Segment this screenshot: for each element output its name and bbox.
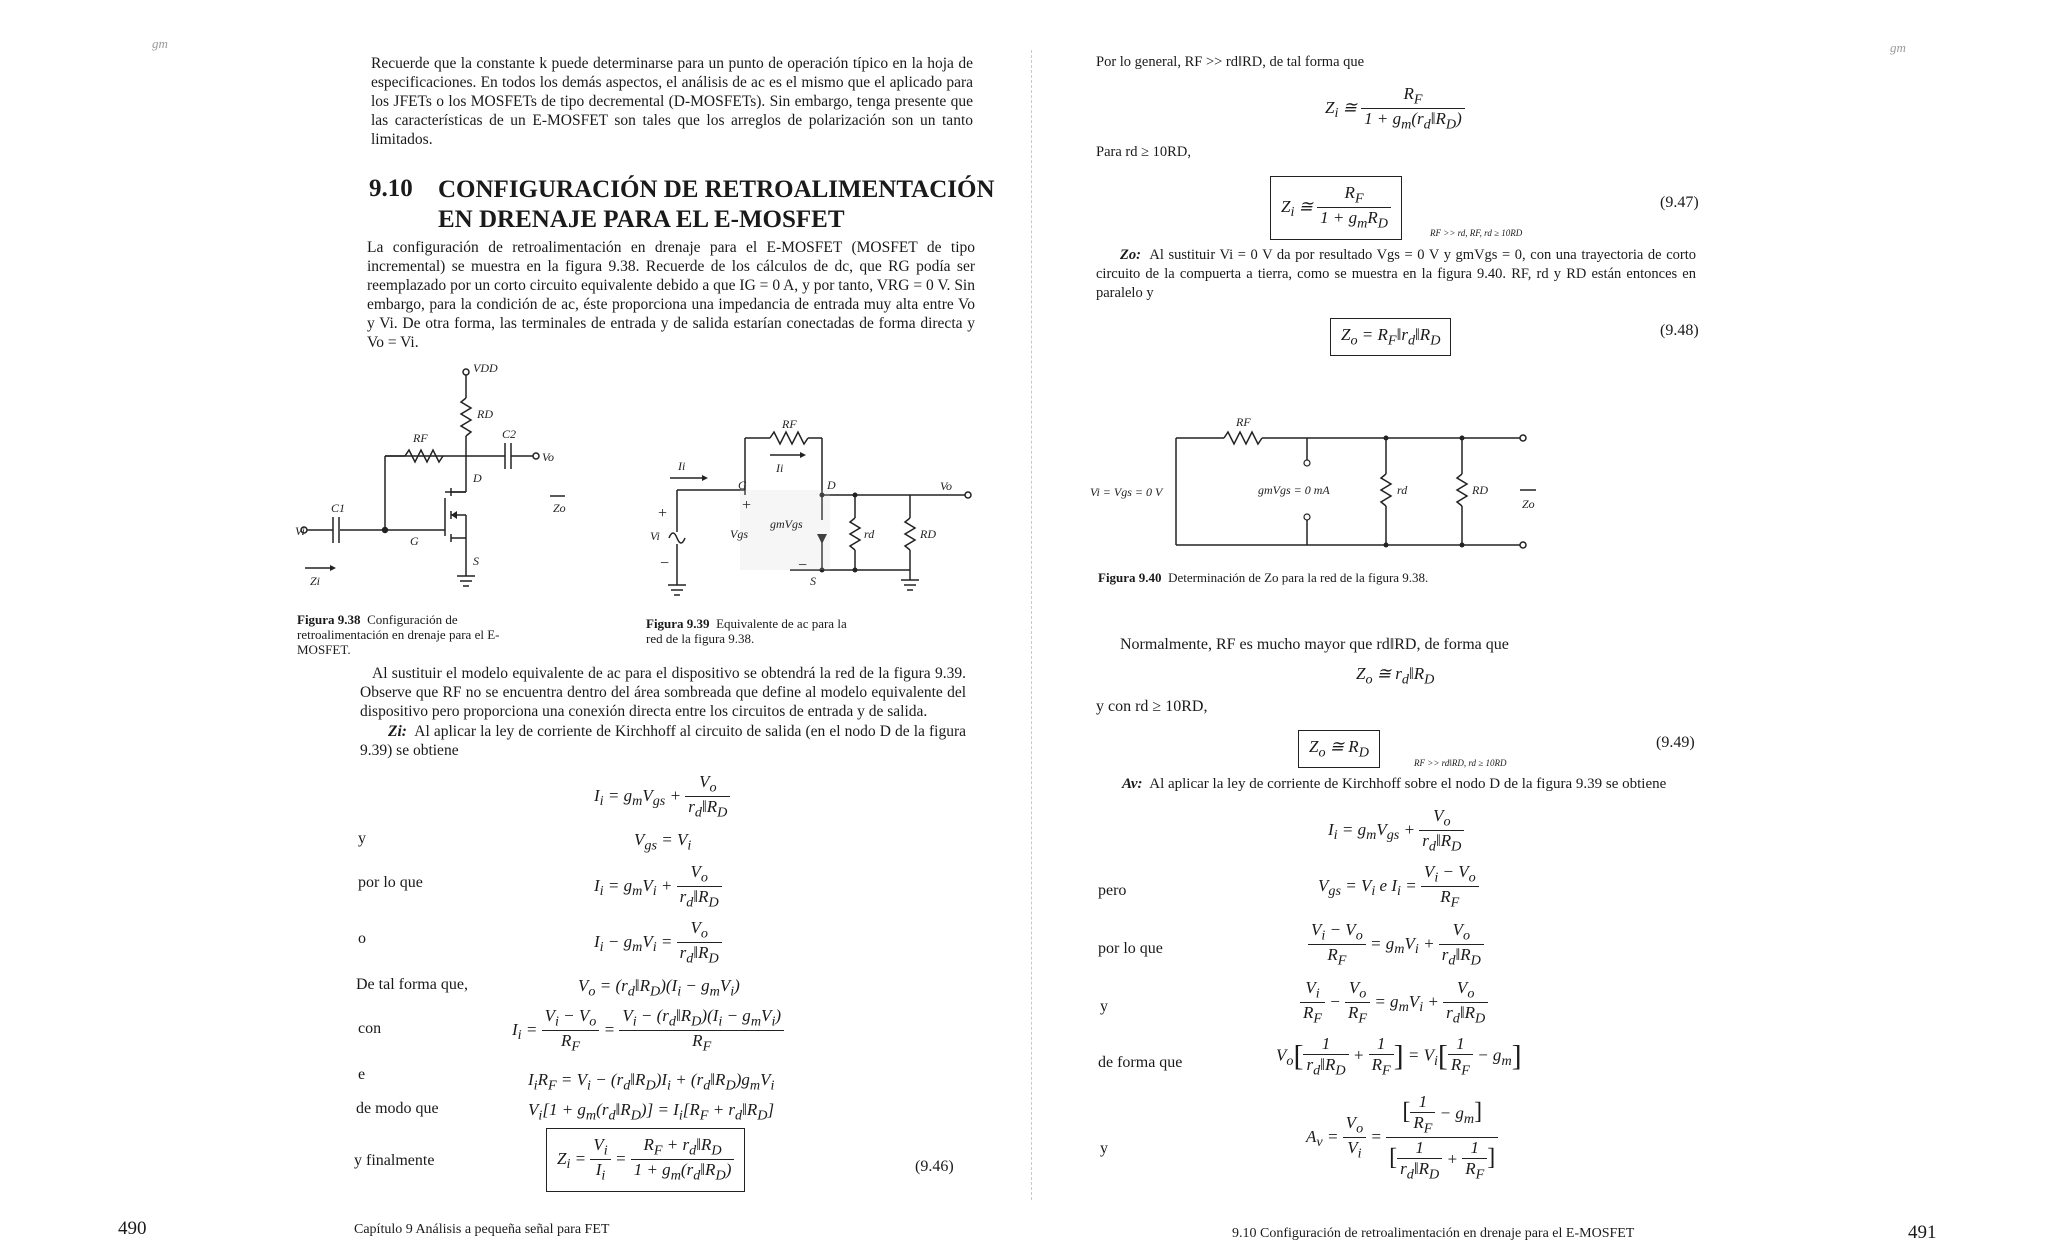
label-s: S <box>473 554 479 568</box>
figure-9-39-caption <box>646 616 851 646</box>
label-vdd: VDD <box>473 361 498 375</box>
eq-ii-4: $I_i$ = $\frac{V_i - V_o}{R_F}$ = $\frac{V_i - (r_d‖R_D)(I_i - g_mV_i)}{R_F}$ <box>512 1006 784 1056</box>
word-pero: pero <box>1098 882 1127 899</box>
svg-text:+: + <box>658 505 668 522</box>
word-y-1: y <box>358 830 366 847</box>
label-c2: C2 <box>502 427 517 441</box>
zi-paragraph <box>360 722 966 760</box>
right-line1: Por lo general, RF >> rd‖RD, de tal forma que <box>1096 54 1365 70</box>
eq-av-3: $\frac{V_i}{R_F}$ − $\frac{V_o}{R_F}$ = $g_mV_i$ + $\frac{V_o}{r_d‖R_D}$ <box>1300 978 1488 1028</box>
label-g-39: G <box>738 478 747 492</box>
corner-mark-left: gm <box>152 36 168 51</box>
svg-text:−: − <box>660 555 670 572</box>
svg-text:+: + <box>742 497 752 514</box>
zo-text: Al sustituir Vi = 0 V da por resultado Vgs = 0 V y gmVgs = 0, con una trayectoria de corto circuito de la compuerta a tierra, como se muestra en la figura 9.40. RF, rd y RD están entonces en paralelo y <box>1096 247 1696 301</box>
label-c1: C1 <box>331 501 346 515</box>
eq-zo-approx: $Z_o$ ≅ $r_d‖R_D$ <box>1356 664 1435 688</box>
word-de-tal-forma: De tal forma que, <box>356 976 468 993</box>
section-number: 9.10 <box>369 175 413 202</box>
label-rf: RF <box>413 431 428 445</box>
word-por-lo-que-right: por lo que <box>1098 940 1163 957</box>
eq-vi: $V_i[1$ + $g_m(r_d‖R_D)] = I_i[R_F$ + $r_d‖R_D$] <box>528 1100 775 1124</box>
section-title-line2: EN DRENAJE PARA EL E-MOSFET <box>438 206 845 233</box>
paragraph-3: Al sustituir el modelo equivalente de ac para el dispositivo se obtendrá la red de la figura 9.39. Observe que RF no se encuentra dentro del área sombreada que define al modelo equivalente del dispositivo pero proporciona una conexión directa entre los circuitos de entrada y de salida. <box>360 665 966 720</box>
word-de-forma-que: de forma que <box>1098 1054 1183 1071</box>
label-d: D <box>473 471 482 485</box>
word-o: o <box>358 930 366 947</box>
page-number-left: 490 <box>118 1218 147 1239</box>
paragraph-2: La configuración de retroalimentación en drenaje para el E-MOSFET (MOSFET de tipo incremental) se muestra en la figura 9.38. Recuerde de los cálculos de dc, que RG podía ser reemplazado por un corto circuito equivalente debido a que IG = 0 A, y por tanto, VRG = 0 V. Sin embargo, para la condición de ac, éste proporciona una impedancia de entrada muy alta entre Vo y Vi. De otra forma, las terminales de entrada y de salida estarían conectadas de forma directa y Vo = Vi. <box>367 239 975 351</box>
zo-paragraph <box>1096 246 1696 303</box>
eq-ii-3: $I_i - g_mV_i$ = $\frac{V_o}{r_d‖R_D}$ <box>594 918 722 968</box>
zi-text: Al aplicar la ley de corriente de Kirchhoff al circuito de salida (en el nodo D de la figura 9.39) se obtiene <box>360 723 966 759</box>
corner-mark-right: gm <box>1890 40 1906 55</box>
label-gmvgs-39: gmVgs <box>770 517 803 531</box>
label-vo-39: Vo <box>940 479 952 493</box>
eq-av-vgs: $V_{gs} = V_i$ e $I_i$ = $\frac{V_i - V_o}{R_F}$ <box>1318 862 1479 912</box>
right-y-con: y con rd ≥ 10RD, <box>1096 698 1208 715</box>
word-y-right-1: y <box>1100 998 1108 1015</box>
eq-9-46-box: $Z_i$ = $\frac{V_i}{I_i}$ = $\frac{R_F + r_d‖R_D}{1 + g_m(r_d‖R_D)}$ <box>546 1128 745 1192</box>
cond-9-49: RF >> rd‖RD, rd ≥ 10RD <box>1414 758 1507 768</box>
label-g: G <box>410 534 419 548</box>
footer-left: Capítulo 9 Análisis a pequeña señal para FET <box>354 1222 610 1237</box>
label-rf-39: RF <box>782 417 797 431</box>
figure-9-40-text: Determinación de Zo para la red de la figura 9.38. <box>1168 570 1429 585</box>
eq-9-49-box: $Z_o$ ≅ $R_D$ <box>1298 730 1380 768</box>
eq-number-9-47: (9.47) <box>1660 194 1699 211</box>
figure-9-40-circuit <box>1090 410 1540 560</box>
av-paragraph <box>1122 776 1666 793</box>
figure-9-40-label: Figura 9.40 <box>1098 570 1162 585</box>
eq-iirf: $I_iR_F = V_i$ − $(r_d‖R_D)I_i$ + $(r_d‖R_D)g_mV_i$ <box>528 1070 775 1094</box>
eq-vo: $V_o$ = $(r_d‖R_D)(I_i - g_mV_i)$ <box>578 976 740 1000</box>
right-normal-text: Normalmente, RF es mucho mayor que rd‖RD, de forma que <box>1120 636 1509 653</box>
label-vi: Vi <box>295 524 305 538</box>
word-de-modo-que: de modo que <box>356 1100 439 1117</box>
word-y-right-2: y <box>1100 1140 1108 1157</box>
cond-9-47: RF >> rd, RF, rd ≥ 10RD <box>1430 228 1523 238</box>
label-RD-39: RD <box>920 527 936 541</box>
figure-9-39-text: Equivalente de ac para la red de la figura 9.38. <box>646 616 847 646</box>
section-title <box>438 175 998 235</box>
eq-av-2: $\frac{V_i - V_o}{R_F}$ = $g_mV_i$ + $\frac{V_o}{r_d‖R_D}$ <box>1308 920 1484 970</box>
eq-av-final: $A_v$ = $\frac{V_o}{V_i}$ = [ $\frac{1}{R_F}$ − $g_m$] [ $\frac{1}{r_d‖R_D}$ + $\frac{1}{R_F}$ ] <box>1306 1092 1498 1184</box>
figure-9-39-circuit <box>640 410 975 600</box>
label-vgs-39: Vgs <box>730 527 748 541</box>
label-rd: RD <box>477 407 493 421</box>
eq-av-4: $V_o$[ $\frac{1}{r_d‖R_D}$ + $\frac{1}{R_F}$ ] = $V_i$[ $\frac{1}{R_F}$ − $g_m$] <box>1276 1034 1522 1079</box>
word-e: e <box>358 1066 366 1083</box>
label-ii-in: Ii <box>678 459 686 473</box>
label-s-39: S <box>810 574 816 588</box>
section-title-line1: CONFIGURACIÓN DE RETROALIMENTACIÓN <box>438 176 995 203</box>
figure-9-38-caption <box>297 612 545 657</box>
label-zi: Zi <box>310 574 321 588</box>
word-por-lo-que: por lo que <box>358 874 423 891</box>
page-gutter <box>1031 50 1032 1200</box>
label-rd-small-40: rd <box>1397 483 1408 497</box>
figure-9-38-text: Configuración de retroalimentación en drenaje para el E-MOSFET. <box>297 612 500 657</box>
label-rd-small-39: rd <box>864 527 875 541</box>
label-src-40: Vi = Vgs = 0 V <box>1090 485 1163 499</box>
eq-ii-2: $I_i = g_mV_i$ + $\frac{V_o}{r_d‖R_D}$ <box>594 862 722 912</box>
av-text: Al aplicar la ley de corriente de Kirchhoff sobre el nodo D de la figura 9.39 se obtiene <box>1149 776 1667 792</box>
eq-vgs: $V_{gs} = V_i$ <box>634 830 692 854</box>
intro-paragraph: Recuerde que la constante k puede determinarse para un punto de operación típico en la hoja de especificaciones. En todos los demás aspectos, el análisis de ac es el mismo que el aplicado para los JFETs o los MOSFETs de tipo decremental (D-MOSFETs). Sin embargo, tenga presente que las características de un E-MOSFET son tales que los arreglos de polarización son un tanto limitados. <box>371 55 973 148</box>
eq-number-9-49: (9.49) <box>1656 734 1695 751</box>
zo-heading: Zo: <box>1120 247 1141 263</box>
footer-right: 9.10 Configuración de retroalimentación en drenaje para el E-MOSFET <box>1232 1226 1635 1241</box>
label-gm-40: gmVgs = 0 mA <box>1258 483 1330 497</box>
word-con: con <box>358 1020 382 1037</box>
eq-ii-1: $I_i = g_mV_{gs}$ + $\frac{V_o}{r_d‖R_D}$ <box>594 772 730 822</box>
eq-zi-approx: $Z_i$ ≅ $\frac{R_F}{1 + g_m(r_d‖R_D)}$ <box>1325 84 1465 134</box>
figure-9-38-circuit <box>295 360 585 600</box>
label-RD-40: RD <box>1472 483 1488 497</box>
svg-text:−: − <box>798 557 808 574</box>
label-ii: Ii <box>776 461 784 475</box>
label-zo-40: Zo <box>1522 497 1535 511</box>
eq-av-ii: $I_i = g_mV_{gs}$ + $\frac{V_o}{r_d‖R_D}$ <box>1328 806 1464 856</box>
eq-9-47-box: $Z_i$ ≅ $\frac{R_F}{1 + g_mR_D}$ <box>1270 176 1402 240</box>
figure-9-38-label: Figura 9.38 <box>297 612 361 627</box>
right-para-rd: Para rd ≥ 10RD, <box>1096 144 1191 160</box>
eq-number-9-48: (9.48) <box>1660 322 1699 339</box>
label-vo: Vo <box>542 450 554 464</box>
page-number-right: 491 <box>1908 1222 1937 1243</box>
label-vi-39: Vi <box>650 529 660 543</box>
zi-heading: Zi: <box>388 723 407 740</box>
eq-number-9-46: (9.46) <box>915 1158 954 1175</box>
label-d-39: D <box>827 478 836 492</box>
av-heading: Av: <box>1122 776 1143 792</box>
figure-9-39-label: Figura 9.39 <box>646 616 710 631</box>
eq-9-48-box: $Z_o$ = $R_F‖r_d‖R_D$ <box>1330 318 1451 356</box>
word-y-finalmente: y finalmente <box>354 1152 435 1169</box>
label-rf-40: RF <box>1236 415 1251 429</box>
label-zo: Zo <box>553 501 566 515</box>
figure-9-40-caption <box>1098 570 1518 585</box>
